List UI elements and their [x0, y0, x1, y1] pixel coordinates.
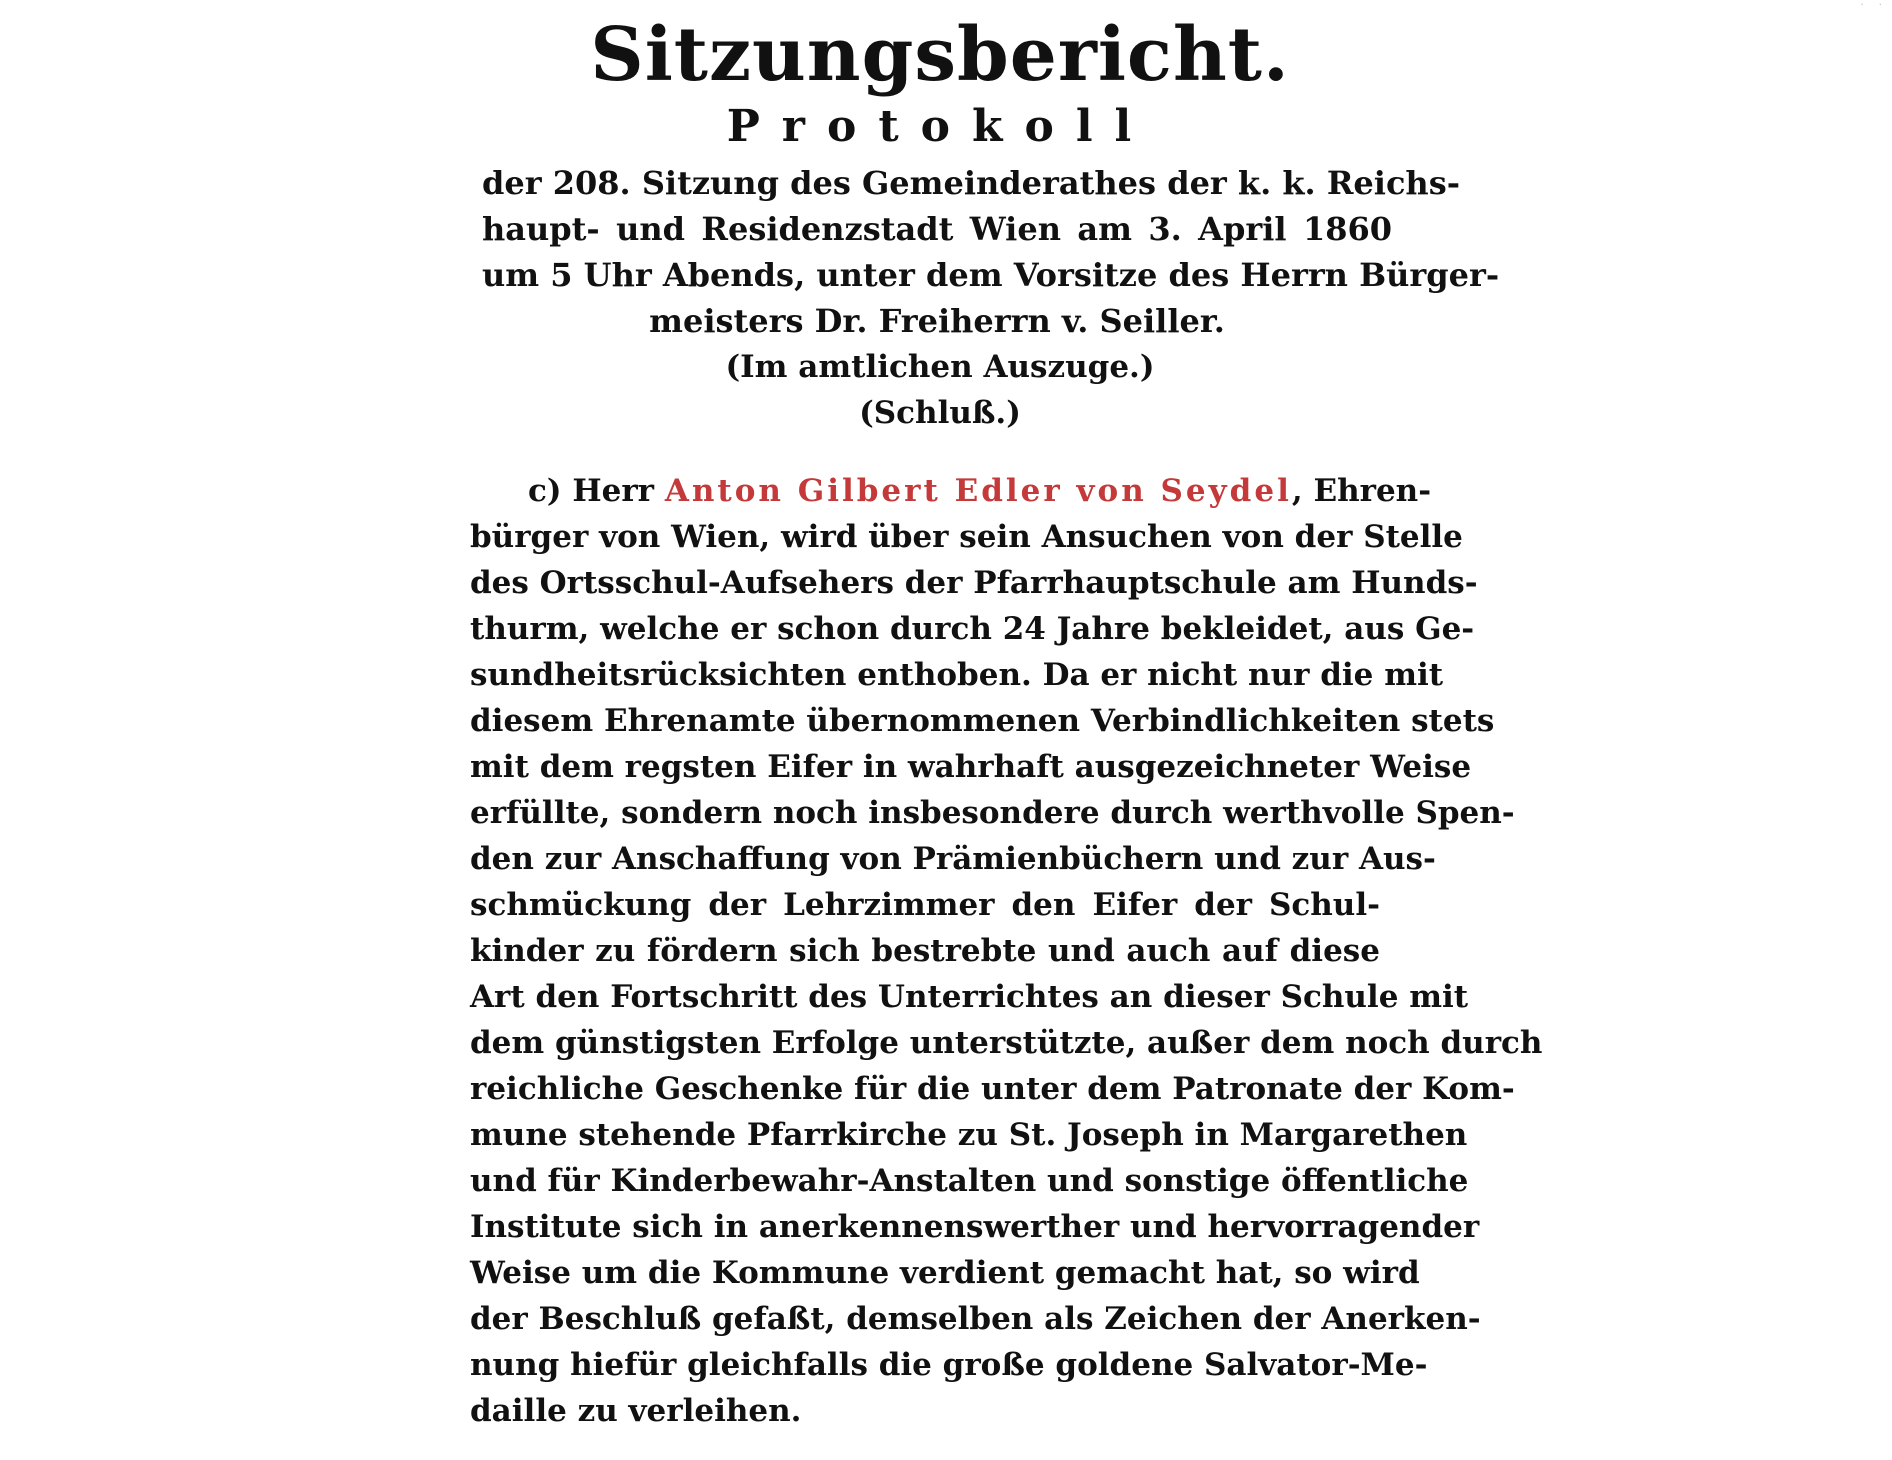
session-header-line: haupt- und Residenzstadt Wien am 3. April 1860	[482, 210, 1392, 248]
paragraph-line: und für Kinderbewahr-Anstalten und sonstige öffentliche	[470, 1163, 1469, 1199]
paragraph-line: thurm, welche er schon durch 24 Jahre bekleidet, aus Ge-	[470, 611, 1475, 647]
paragraph-line: kinder zu fördern sich bestrebte und auch auf diese	[470, 933, 1380, 969]
paragraph-line: mit dem regsten Eifer in wahrhaft ausgezeichneter Weise	[470, 749, 1472, 785]
paragraph-line: erfüllte, sondern noch insbesondere durch werthvolle Spen-	[470, 795, 1515, 831]
paragraph-line: dem günstigsten Erfolge unterstützte, außer dem noch durch	[470, 1025, 1543, 1061]
paragraph-line: Institute sich in anerkennenswerther und hervorragender	[470, 1209, 1480, 1245]
corner-scan-mark: · ·	[1860, 0, 1888, 11]
session-header	[482, 160, 1500, 344]
resolution-paragraph	[470, 468, 1543, 1434]
paragraph-line	[470, 468, 1432, 514]
conclusion-note: (Schluß.)	[859, 395, 1021, 431]
paragraph-line: bürger von Wien, wird über sein Ansuchen von der Stelle	[470, 519, 1463, 555]
official-extract-note: (Im amtlichen Auszuge.)	[725, 349, 1155, 385]
paragraph-line: diesem Ehrenamte übernommenen Verbindlichkeiten stets	[470, 703, 1495, 739]
paragraph-line: schmückung der Lehrzimmer den Eifer der Schul-	[470, 887, 1380, 923]
document-subtitle: Protokoll	[726, 101, 1154, 152]
session-header-line: der 208. Sitzung des Gemeinderathes der k. k. Reichs-	[482, 164, 1460, 202]
paragraph-line: daille zu verleihen.	[470, 1393, 802, 1429]
paragraph-line: des Ortsschul-Aufsehers der Pfarrhauptschule am Hunds-	[470, 565, 1478, 601]
paragraph-line: reichliche Geschenke für die unter dem Patronate der Kom-	[470, 1071, 1515, 1107]
document-title: Sitzungsbericht.	[590, 12, 1290, 98]
paragraph-line: der Beschluß gefaßt, demselben als Zeichen der Anerken-	[470, 1301, 1481, 1337]
paragraph-line: Art den Fortschritt des Unterrichtes an dieser Schule mit	[470, 979, 1469, 1015]
session-header-line: um 5 Uhr Abends, unter dem Vorsitze des Herrn Bürger-	[482, 256, 1500, 294]
paragraph-line: mune stehende Pfarrkirche zu St. Joseph in Margarethen	[470, 1117, 1468, 1153]
paragraph-line: Weise um die Kommune verdient gemacht hat, so wird	[470, 1255, 1420, 1291]
paragraph-suffix: , Ehren-	[1291, 473, 1432, 509]
paragraph-line: nung hiefür gleichfalls die große goldene Salvator-Me-	[470, 1347, 1428, 1383]
session-header-line: meisters Dr. Freiherrn v. Seiller.	[649, 302, 1225, 340]
honoree-name: Anton Gilbert Edler von Seydel	[664, 473, 1292, 509]
paragraph-prefix: c) Herr	[528, 473, 655, 509]
paragraph-line: sundheitsrücksichten enthoben. Da er nicht nur die mit	[470, 657, 1444, 693]
paragraph-line: den zur Anschaffung von Prämienbüchern und zur Aus-	[470, 841, 1436, 877]
